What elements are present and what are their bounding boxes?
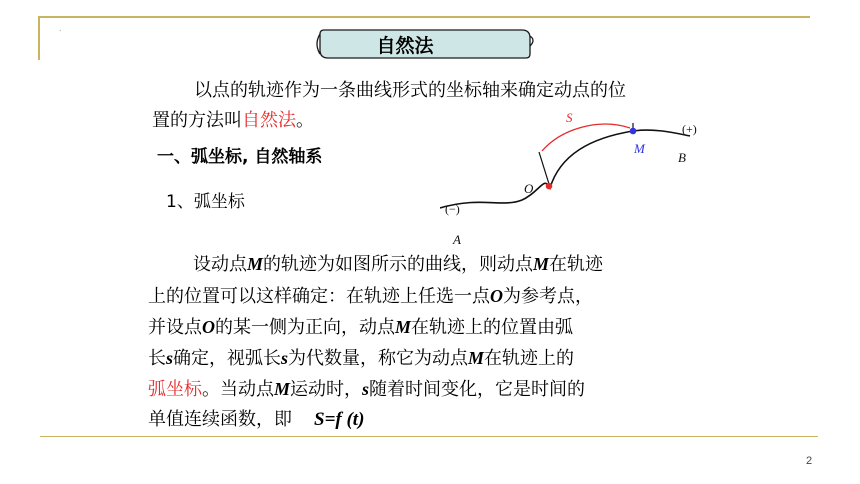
body-text: 在轨迹 <box>549 254 604 275</box>
point-m <box>630 128 637 135</box>
body-text: 并设点 <box>148 317 202 338</box>
var-m: M <box>468 348 485 368</box>
var-m: M <box>274 379 291 399</box>
arc-s <box>542 124 630 151</box>
body-line-2 <box>148 281 593 312</box>
arc-coordinate-term: 弧坐标 <box>148 379 202 400</box>
body-text: 单值连续函数，即 <box>148 409 292 430</box>
section-heading: 一、弧坐标, 自然轴系 <box>157 147 323 167</box>
body-line-5 <box>148 374 585 405</box>
body-line-4 <box>148 343 574 374</box>
var-s: s <box>166 348 174 368</box>
body-line-3 <box>148 312 573 343</box>
label-m: M <box>634 141 645 156</box>
var-s: s <box>362 379 370 399</box>
var-m: M <box>395 317 412 337</box>
body-text: 长 <box>148 348 166 369</box>
label-o: O <box>524 181 534 196</box>
body-text: 的轨迹为如图所示的曲线，则动点 <box>263 254 534 275</box>
label-b: B <box>678 150 686 165</box>
body-text: 确定，视弧长 <box>173 348 282 369</box>
corner-dot: . <box>59 24 62 33</box>
intro-line-2-suffix: 。 <box>296 110 314 131</box>
left-rule <box>38 16 40 60</box>
label-s: S <box>566 110 573 125</box>
page-title: 自然法 <box>376 34 434 57</box>
body-text: 为代数量，称它为动点 <box>288 348 469 369</box>
body-line-6 <box>148 405 364 435</box>
trajectory-curve <box>440 130 690 208</box>
page-number: 2 <box>806 455 813 467</box>
body-text: 上的位置可以这样确定：在轨迹上任选一点 <box>148 286 490 307</box>
body-text: 。当动点 <box>202 379 274 400</box>
formula: S=f (t) <box>314 409 365 430</box>
body-text: 设动点 <box>193 254 247 275</box>
intro-line-2 <box>152 106 314 136</box>
bottom-rule <box>40 436 818 437</box>
intro-line-1: 以点的轨迹作为一条曲线形式的坐标轴来确定动点的位 <box>194 80 626 101</box>
body-text: 在轨迹上的位置由弧 <box>411 317 574 338</box>
var-o: O <box>202 317 215 337</box>
var-m: M <box>533 254 550 274</box>
body-text: 的某一侧为正向，动点 <box>215 317 395 338</box>
body-text: 随着时间变化，它是时间的 <box>369 379 586 400</box>
label-minus: (−) <box>445 202 460 216</box>
top-rule <box>40 16 810 18</box>
body-text: 为参考点， <box>503 286 593 307</box>
var-o: O <box>490 286 503 306</box>
body-line-1 <box>193 249 603 280</box>
tick-o <box>539 152 549 184</box>
point-o <box>546 183 553 190</box>
body-text: 运动时， <box>290 379 363 400</box>
var-s: s <box>281 348 289 368</box>
label-a: A <box>453 232 461 247</box>
subsection-heading: 1、弧坐标 <box>166 192 245 212</box>
intro-line-2-prefix: 置的方法叫 <box>152 110 242 131</box>
var-m: M <box>247 254 264 274</box>
arc-coordinate-diagram <box>440 100 720 250</box>
natural-method-term: 自然法 <box>242 110 296 131</box>
body-text: 在轨迹上的 <box>484 348 575 369</box>
label-plus: (+) <box>682 122 697 136</box>
